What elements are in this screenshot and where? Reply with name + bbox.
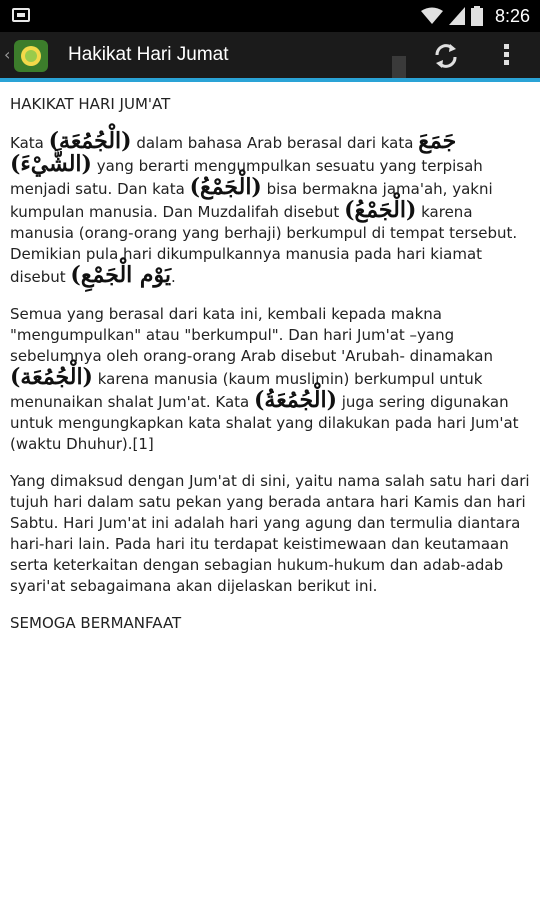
text: Semua yang berasal dari kata ini, kembali kepada makna "mengumpulkan" atau "berkumpul". Dan hari Jum'at –yang sebelumnya oleh orang-orang Arab disebut 'Arubah- dinamakan — [10, 305, 493, 365]
status-time: 8:26 — [494, 5, 530, 26]
text: karena manusia (orang-orang yang berhaji) berkumpul di tempat tersebut. Demikian pula hari dikumpulkannya manusia pada hari kiamat disebut — [10, 203, 518, 286]
arabic-term: جَمَعَ — [418, 128, 457, 154]
wifi-icon — [421, 7, 443, 25]
refresh-icon[interactable] — [430, 40, 462, 72]
action-bar — [0, 32, 540, 80]
arabic-term: يَوْم الْجَمْعِ) — [70, 262, 172, 288]
paragraph-2 — [10, 304, 530, 455]
battery-icon — [471, 6, 483, 26]
paragraph-3: Yang dimaksud dengan Jum'at di sini, yaitu nama salah satu hari dari tujuh hari dalam satu pekan yang berada antara hari Kamis dan hari Sabtu. Hari Jum'at ini adalah hari yang agung dan termulia diantara hari-hari lain. Pada hari itu terdapat keistimewaan dan keutamaan serta keterkaitan dengan sebagian hukum-hukum dan adab-adab syari'at sebagaimana akan dijelaskan berikut ini. — [10, 472, 530, 595]
arabic-term: (الْجَمْعُ) — [189, 174, 262, 200]
text: juga sering digunakan untuk mengungkapkan kata shalat yang dilakukan pada hari Jum'at (waktu Dhuhur).[1] — [10, 393, 519, 453]
action-bar-title: Hakikat Hari Jumat — [68, 44, 229, 65]
arabic-term: (الْجُمُعَةُ) — [254, 387, 337, 413]
arabic-term: (الْجُمُعَة) — [10, 364, 93, 390]
image-notification-icon — [12, 8, 30, 22]
text: yang berarti mengumpulkan sesuatu yang terpisah menjadi satu. Dan kata — [10, 157, 483, 198]
action-bar-divider — [392, 56, 406, 78]
text: karena manusia (kaum muslimin) berkumpul untuk menunaikan shalat Jum'at. Kata — [10, 370, 483, 411]
text: Kata — [10, 134, 49, 152]
app-logo-icon[interactable] — [14, 40, 48, 72]
paragraph-1 — [10, 128, 530, 288]
back-caret-icon[interactable]: ‹ — [4, 45, 11, 64]
arabic-term: (الْجُمُعَة) — [48, 128, 132, 154]
status-bar — [0, 0, 540, 32]
article-content — [10, 94, 530, 634]
signal-icon — [449, 7, 465, 25]
article-heading: HAKIKAT HARI JUM'AT — [10, 95, 171, 113]
text: . — [171, 268, 176, 286]
arabic-term: (الْجَمْعُ) — [344, 197, 417, 223]
text: dalam bahasa Arab berasal dari kata — [131, 134, 419, 152]
action-bar-accent-line — [0, 78, 540, 82]
arabic-term: (الشَّيْءَ) — [10, 151, 92, 177]
text: bisa bermakna jama'ah, yakni kumpulan manusia. Dan Muzdalifah disebut — [10, 180, 493, 221]
overflow-menu-icon[interactable] — [500, 44, 512, 68]
closing-text: SEMOGA BERMANFAAT — [10, 614, 182, 632]
status-icons — [421, 0, 530, 32]
